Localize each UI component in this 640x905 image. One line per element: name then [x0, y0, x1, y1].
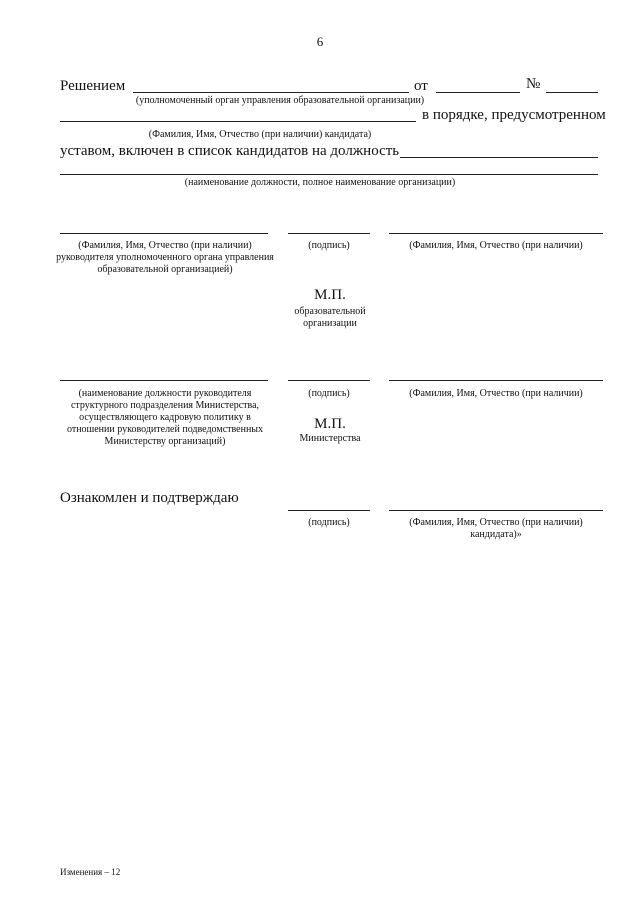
- sb2-stamp-caption: Министерства: [299, 433, 361, 444]
- candidate-caption: (Фамилия, Имя, Отчество (при наличии) кандидата): [148, 129, 372, 140]
- ack-signature-line: [288, 510, 370, 511]
- ack-name-line: [389, 510, 603, 511]
- sb1-left-caption: (Фамилия, Имя, Отчество (при наличии) руководителя уполномоченного органа управления образовательной организацией): [56, 240, 274, 275]
- authority-line: [133, 92, 409, 93]
- decision-label: Решением: [60, 78, 126, 94]
- from-label: от: [414, 78, 428, 94]
- ack-name-caption: (Фамилия, Имя, Отчество (при наличии) кандидата)»: [409, 517, 583, 540]
- candidate-name-line: [60, 121, 416, 122]
- date-line: [436, 92, 520, 93]
- procedure-text: в порядке, предусмотренном: [422, 107, 606, 123]
- number-label: №: [526, 76, 541, 92]
- sb2-stamp-title: М.П.: [314, 416, 346, 432]
- sb2-signature-caption: (подпись): [308, 388, 350, 399]
- ack-signature-caption: (подпись): [308, 517, 350, 528]
- sb1-stamp-caption: образовательной организации: [294, 306, 366, 329]
- statute-text: уставом, включен в список кандидатов на должность: [60, 143, 400, 159]
- sb1-signature-caption: (подпись): [308, 240, 350, 251]
- sb2-middle-line: [288, 380, 370, 381]
- position-line-a: [400, 157, 598, 158]
- sb2-right-caption: (Фамилия, Имя, Отчество (при наличии): [409, 388, 583, 399]
- sb1-middle-line: [288, 233, 370, 234]
- sb1-right-line: [389, 233, 603, 234]
- sb2-left-caption: (наименование должности руководителя структурного подразделения Министерства, осуществляющего кадровую политику в отношении руководителей подведомственных Министерству организаций): [66, 388, 264, 447]
- sb1-stamp-title: М.П.: [314, 287, 346, 303]
- sb2-right-line: [389, 380, 603, 381]
- footer-changes: Изменения – 12: [60, 867, 121, 877]
- acknowledgement-text: Ознакомлен и подтверждаю: [60, 490, 239, 506]
- sb1-right-caption: (Фамилия, Имя, Отчество (при наличии): [409, 240, 583, 251]
- number-line: [546, 92, 598, 93]
- sb2-left-line: [60, 380, 268, 381]
- authority-caption: (уполномоченный орган управления образовательной организации): [135, 95, 425, 106]
- sb1-left-line: [60, 233, 268, 234]
- page-number: 6: [316, 34, 324, 49]
- position-line-b: [60, 174, 598, 175]
- position-caption: (наименование должности, полное наименование организации): [184, 177, 456, 188]
